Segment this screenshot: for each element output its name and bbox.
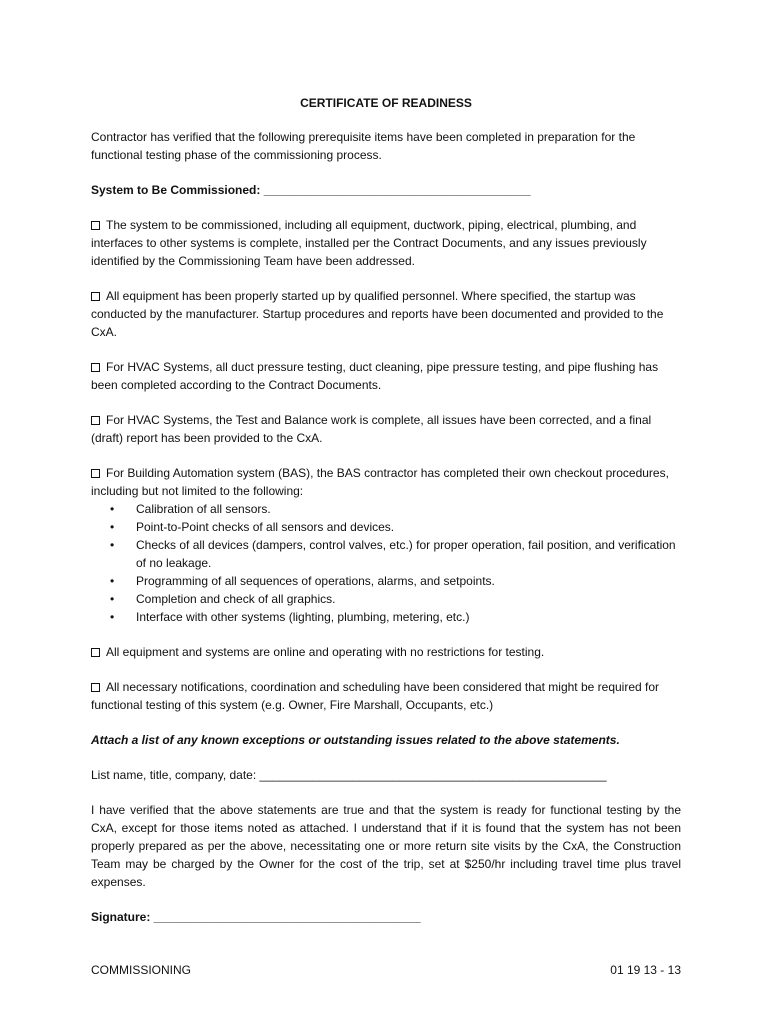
checklist-item-text: For HVAC Systems, the Test and Balance work is complete, all issues have been corrected, and a final (draft) report has been provided to the CxA. bbox=[91, 413, 652, 445]
bas-subitem-list bbox=[91, 500, 681, 626]
list-item: • Completion and check of all graphics. bbox=[136, 590, 681, 608]
footer-section-name: COMMISSIONING bbox=[91, 963, 192, 977]
checkbox-icon[interactable] bbox=[91, 221, 100, 230]
checklist-item-1 bbox=[91, 216, 681, 270]
checklist-item-4 bbox=[91, 411, 681, 447]
checkbox-icon[interactable] bbox=[91, 416, 100, 425]
checkbox-icon[interactable] bbox=[91, 648, 100, 657]
checklist-item-2 bbox=[91, 287, 681, 341]
document-body bbox=[91, 94, 681, 943]
list-item: • Calibration of all sensors. bbox=[136, 500, 681, 518]
checklist-item-text: All equipment and systems are online and operating with no restrictions for testing. bbox=[106, 645, 545, 659]
checkbox-icon[interactable] bbox=[91, 292, 100, 301]
checklist-item-3 bbox=[91, 358, 681, 394]
document-title: CERTIFICATE OF READINESS bbox=[300, 96, 472, 110]
checklist-item-text: For HVAC Systems, all duct pressure testing, duct cleaning, pipe pressure testing, and pipe flushing has been completed according to the Contract Documents. bbox=[91, 360, 659, 392]
checklist-item-text: All necessary notifications, coordination and scheduling have been considered that might be required for functional testing of this system (e.g. Owner, Fire Marshall, Occupants, etc.) bbox=[91, 680, 660, 712]
checklist-item-7 bbox=[91, 678, 681, 714]
list-item: • Point-to-Point checks of all sensors and devices. bbox=[136, 518, 681, 536]
list-item: • Checks of all devices (dampers, control valves, etc.) for proper operation, fail position, and verification of no leakage. bbox=[136, 536, 681, 572]
checkbox-icon[interactable] bbox=[91, 683, 100, 692]
checklist-item-5 bbox=[91, 464, 681, 500]
list-item: • Programming of all sequences of operations, alarms, and setpoints. bbox=[136, 572, 681, 590]
verification-paragraph: I have verified that the above statements are true and that the system is ready for functional testing by the CxA, except for those items noted as attached. I understand that if it is found that the system has not been properly prepared as per the above, necessitating one or more return site visits by the CxA, the Construction Team may be charged by the Owner for the cost of the trip, set at $250/hr including travel time plus travel expenses. bbox=[91, 803, 681, 889]
checklist-item-text: For Building Automation system (BAS), the BAS contractor has completed their own checkout procedures, including but not limited to the following: bbox=[91, 466, 669, 498]
system-to-be-commissioned-field: System to Be Commissioned: ________________________________________ bbox=[91, 183, 531, 197]
intro-paragraph: Contractor has verified that the following prerequisite items have been completed in preparation for the functional testing phase of the commissioning process. bbox=[91, 130, 636, 162]
checklist-item-6 bbox=[91, 643, 681, 661]
footer-page-number: 01 19 13 - 13 bbox=[610, 963, 681, 977]
checkbox-icon[interactable] bbox=[91, 469, 100, 478]
list-name-title-field: List name, title, company, date: ____________________________________________________ bbox=[91, 768, 607, 782]
checkbox-icon[interactable] bbox=[91, 363, 100, 372]
attach-exceptions-note: Attach a list of any known exceptions or outstanding issues related to the above statements. bbox=[91, 733, 620, 747]
checklist-item-text: The system to be commissioned, including all equipment, ductwork, piping, electrical, plumbing, and interfaces to other systems is complete, installed per the Contract Documents, and any issues previously identified by the Commissioning Team have been addressed. bbox=[91, 218, 647, 268]
checklist-item-text: All equipment has been properly started up by qualified personnel. Where specified, the startup was conducted by the manufacturer. Startup procedures and reports have been documented and provided to the CxA. bbox=[91, 289, 664, 339]
signature-field: Signature: ________________________________________ bbox=[91, 910, 421, 924]
list-item: • Interface with other systems (lighting, plumbing, metering, etc.) bbox=[136, 608, 681, 626]
